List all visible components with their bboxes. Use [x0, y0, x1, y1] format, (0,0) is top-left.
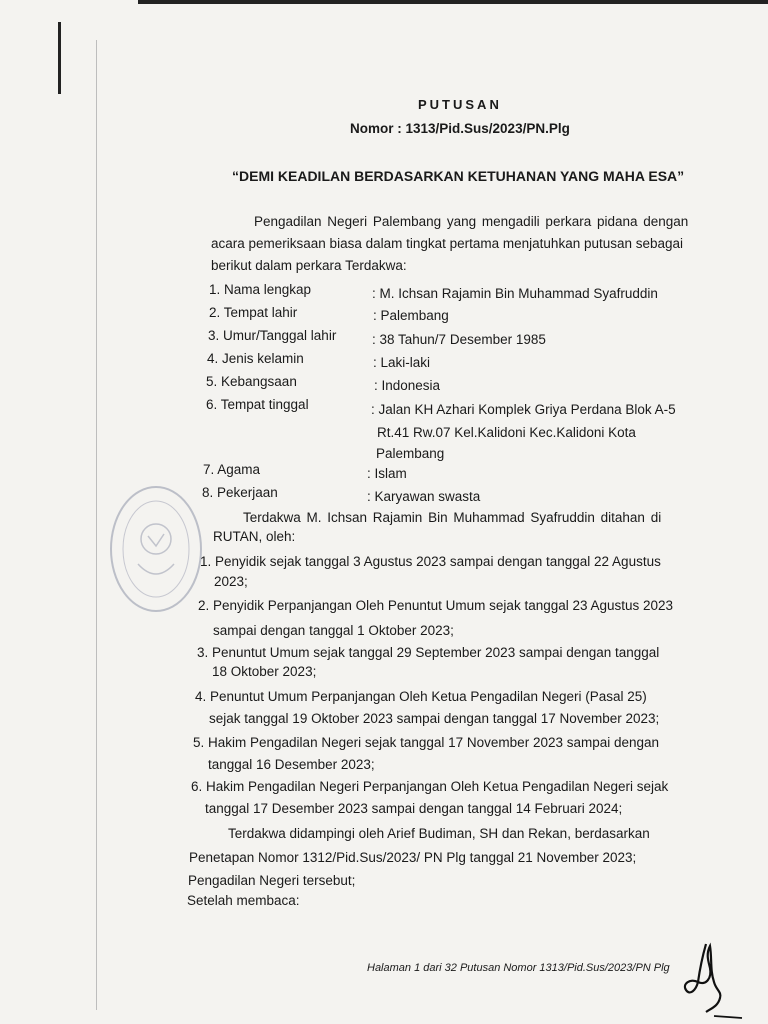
identity-value-6-line-2: Rt.41 Rw.07 Kel.Kalidoni Kec.Kalidoni Kota [377, 425, 636, 440]
period-3-line-1: 3. Penuntut Umum sejak tanggal 29 September 2023 sampai dengan tanggal [197, 645, 660, 660]
period-6-line-1: 6. Hakim Pengadilan Negeri Perpanjangan Oleh Ketua Pengadilan Negeri sejak [191, 779, 669, 794]
period-5-line-2: tanggal 16 Desember 2023; [208, 757, 375, 772]
identity-label-3: 3. Umur/Tanggal lahir [208, 328, 337, 343]
document-title: PUTUSAN [418, 97, 502, 112]
identity-value-8: : Karyawan swasta [367, 489, 481, 504]
identity-label-1: 1. Nama lengkap [209, 282, 312, 297]
signature [676, 938, 746, 1022]
period-1-line-2: 2023; [214, 574, 248, 589]
period-2-line-1: 2. Penyidik Perpanjangan Oleh Penuntut Umum sejak tanggal 23 Agustus 2023 [198, 598, 674, 613]
identity-value-1: : M. Ichsan Rajamin Bin Muhammad Syafruddin [372, 286, 658, 301]
scan-top-edge [138, 0, 768, 4]
identity-label-8: 8. Pekerjaan [202, 485, 278, 500]
identity-label-5: 5. Kebangsaan [206, 374, 297, 389]
period-3-line-2: 18 Oktober 2023; [212, 664, 317, 679]
identity-value-6-line-1: : Jalan KH Azhari Komplek Griya Perdana Blok A-5 [371, 402, 676, 417]
page-footer: Halaman 1 dari 32 Putusan Nomor 1313/Pid.Sus/2023/PN Plg [367, 962, 670, 974]
identity-value-2: : Palembang [373, 308, 449, 323]
identity-value-6-line-3: Palembang [376, 446, 445, 461]
identity-label-6: 6. Tempat tinggal [206, 397, 309, 412]
period-2-line-2: sampai dengan tanggal 1 Oktober 2023; [213, 623, 454, 638]
court-seal-stamp [108, 484, 204, 614]
identity-label-4: 4. Jenis kelamin [207, 351, 304, 366]
identity-label-2: 2. Tempat lahir [209, 305, 298, 320]
period-4-line-2: sejak tanggal 19 Oktober 2023 sampai dengan tanggal 17 November 2023; [209, 711, 660, 726]
period-5-line-1: 5. Hakim Pengadilan Negeri sejak tanggal 17 November 2023 sampai dengan [193, 735, 660, 750]
identity-value-7: : Islam [367, 466, 407, 481]
scan-binding-mark [58, 22, 61, 94]
counsel-line-2: Penetapan Nomor 1312/Pid.Sus/2023/ PN Plg tanggal 21 November 2023; [189, 850, 637, 865]
counsel-line-3: Pengadilan Negeri tersebut; [188, 873, 356, 888]
counsel-line-4: Setelah membaca: [187, 893, 300, 908]
decision-motto: “DEMI KEADILAN BERDASARKAN KETUHANAN YANG MAHA ESA” [232, 168, 685, 184]
intro-line-2: acara pemeriksaan biasa dalam tingkat pertama menjatuhkan putusan sebagai [211, 236, 684, 251]
detention-line-1: Terdakwa M. Ichsan Rajamin Bin Muhammad Syafruddin ditahan di [243, 510, 662, 525]
decision-number: Nomor : 1313/Pid.Sus/2023/PN.Plg [350, 121, 570, 136]
period-1-line-1: 1. Penyidik sejak tanggal 3 Agustus 2023 sampai dengan tanggal 22 Agustus [200, 554, 661, 569]
identity-value-5: : Indonesia [374, 378, 441, 393]
detention-line-2: RUTAN, oleh: [213, 529, 296, 544]
scan-margin-line [96, 40, 97, 1010]
identity-value-4: : Laki-laki [373, 355, 431, 370]
intro-line-3: berikut dalam perkara Terdakwa: [211, 258, 407, 273]
period-4-line-1: 4. Penuntut Umum Perpanjangan Oleh Ketua Pengadilan Negeri (Pasal 25) [195, 689, 647, 704]
identity-value-3: : 38 Tahun/7 Desember 1985 [372, 332, 546, 347]
intro-line-1: Pengadilan Negeri Palembang yang mengadili perkara pidana dengan [254, 214, 689, 229]
counsel-line-1: Terdakwa didampingi oleh Arief Budiman, SH dan Rekan, berdasarkan [228, 826, 650, 841]
period-6-line-2: tanggal 17 Desember 2023 sampai dengan tanggal 14 Februari 2024; [205, 801, 623, 816]
identity-label-7: 7. Agama [203, 462, 261, 477]
